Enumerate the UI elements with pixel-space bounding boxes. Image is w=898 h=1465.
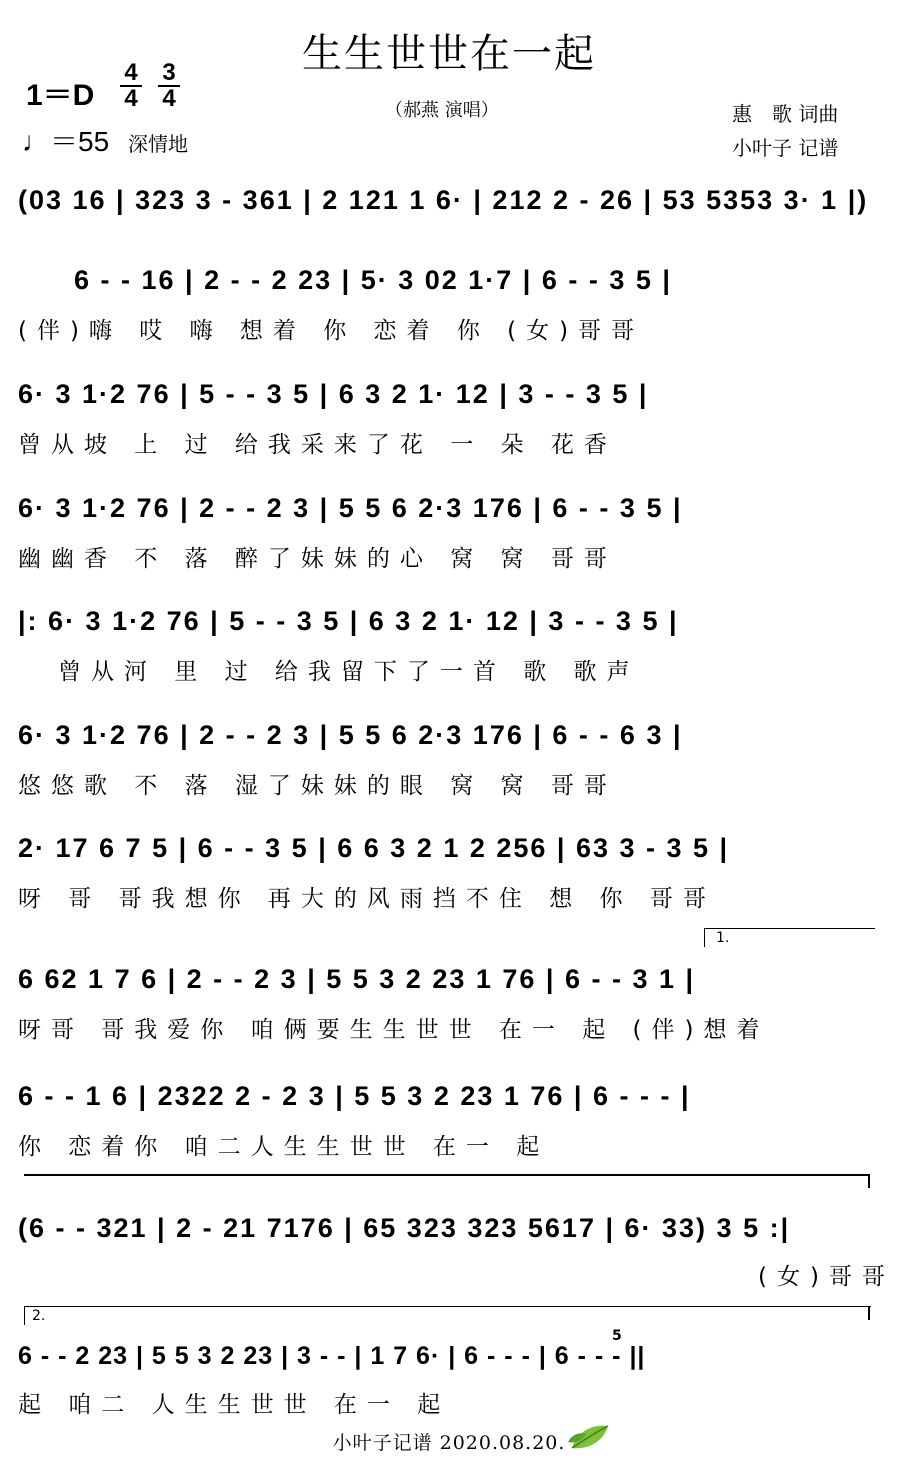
key-signature: 1＝D — [26, 79, 95, 112]
score-row-10 — [18, 1206, 895, 1290]
score-row-1 — [18, 178, 880, 226]
score-row-11 — [18, 1334, 880, 1418]
lyrics-line: 悠悠歌 不 落 湿了妹妹的眼 窝 窝 哥哥 — [18, 773, 617, 799]
performer-credit: （郝燕 演唱） — [385, 100, 499, 121]
leaf-icon — [568, 1422, 612, 1452]
notation-line: 6 62 1 7 6 | 2 - - 2 3 | 5 5 3 2 23 1 76 | 6 - - 3 1 | — [18, 964, 696, 994]
volta-2-end-tick — [868, 1306, 870, 1320]
score-row-6 — [18, 713, 880, 799]
score-row-3 — [18, 372, 880, 458]
score-row-5 — [18, 599, 880, 685]
lyrics-line: (女)哥哥 — [758, 1264, 895, 1290]
score-row-8 — [18, 957, 880, 1043]
notation-line: (03 16 | 323 3 - 361 | 2 121 1 6· | 212 2 - 26 | 53 5353 3· 1 |) — [18, 185, 869, 215]
score-row-2 — [18, 258, 880, 344]
notation-line: 6· 3 1·2 76 | 5 - - 3 5 | 6 3 2 1· 12 | 3 - - 3 5 | — [18, 379, 649, 409]
lyrics-line: 呀哥 哥我爱你 咱俩要生生世世 在一 起 (伴)想着 — [18, 1017, 770, 1043]
volta-1-bracket — [704, 928, 875, 947]
time-signature-top: 4 — [124, 59, 138, 86]
time-signature-bottom: 4 — [162, 85, 176, 112]
time-signature-4-4 — [118, 59, 144, 112]
lyrics-line: (伴)嗨 哎 嗨 想着 你 恋着 你 (女)哥哥 — [18, 318, 645, 344]
notation-line: 6· 3 1·2 76 | 2 - - 2 3 | 5 5 6 2·3 176 | 6 - - 3 5 | — [18, 493, 683, 523]
volta-1-end-tick — [868, 1174, 870, 1188]
lyrics-music-credit: 惠 歌 词曲 — [732, 102, 839, 126]
tempo-marking: ♩＝55 — [22, 126, 110, 157]
lyrics-line: 呀 哥 哥我想你 再大的风雨挡不住 想 你 哥哥 — [18, 886, 716, 912]
score-row-7 — [18, 826, 880, 912]
expression-marking: 深情地 — [128, 132, 188, 156]
notation-line: 6 - - 16 | 2 - - 2 23 | 5· 3 02 1·7 | 6 - - 3 5 | — [74, 265, 672, 295]
lyrics-line: 曾从河 里 过 给我留下了一首 歌 歌声 — [58, 659, 640, 685]
volta-1-extension-line — [24, 1174, 870, 1176]
volta-2-label: 2. — [32, 1308, 46, 1324]
transcriber-credit: 小叶子 记谱 — [732, 136, 839, 160]
notation-line: (6 - - 321 | 2 - 21 7176 | 65 323 323 5617 | 6· 33) 3 5 :| — [18, 1213, 791, 1243]
lyrics-line: 你 恋着你 咱二人生生世世 在一 起 — [18, 1134, 550, 1160]
time-signature-3-4 — [156, 59, 182, 112]
notation-line: 2· 17 6 7 5 | 6 - - 3 5 | 6 6 3 2 1 2 256 | 63 3 - 3 5 | — [18, 833, 730, 863]
lyrics-line: 起 咱二 人生生世世 在一 起 — [18, 1392, 451, 1418]
song-title: 生生世世在一起 — [302, 31, 596, 77]
time-signature-top: 3 — [162, 59, 176, 86]
lyrics-line: 幽幽香 不 落 醉了妹妹的心 窝 窝 哥哥 — [18, 546, 617, 572]
volta-2-bracket — [24, 1306, 871, 1325]
notation-line: 6 - - 1 6 | 2322 2 - 2 3 | 5 5 3 2 23 1 76 | 6 - - - | — [18, 1081, 691, 1111]
notation-line: 6 - - 2 23 | 5 5 3 2 23 | 3 - - | 1 7 6· | 6 - - - | 6 - - - || — [18, 1342, 646, 1370]
time-signature-bottom: 4 — [124, 85, 138, 112]
score-row-9 — [18, 1074, 880, 1160]
notation-line: |: 6· 3 1·2 76 | 5 - - 3 5 | 6 3 2 1· 12 | 3 - - 3 5 | — [18, 606, 679, 636]
volta-1-label: 1. — [716, 930, 730, 946]
notation-line: 6· 3 1·2 76 | 2 - - 2 3 | 5 5 6 2·3 176 | 6 - - 6 3 | — [18, 720, 683, 750]
footer-signature: 小叶子记谱 2020.08.20. — [332, 1432, 566, 1454]
grace-note: 5 — [612, 1328, 622, 1344]
score-row-4 — [18, 486, 880, 572]
lyrics-line: 曾从坡 上 过 给我采来了花 一 朵 花香 — [18, 432, 617, 458]
